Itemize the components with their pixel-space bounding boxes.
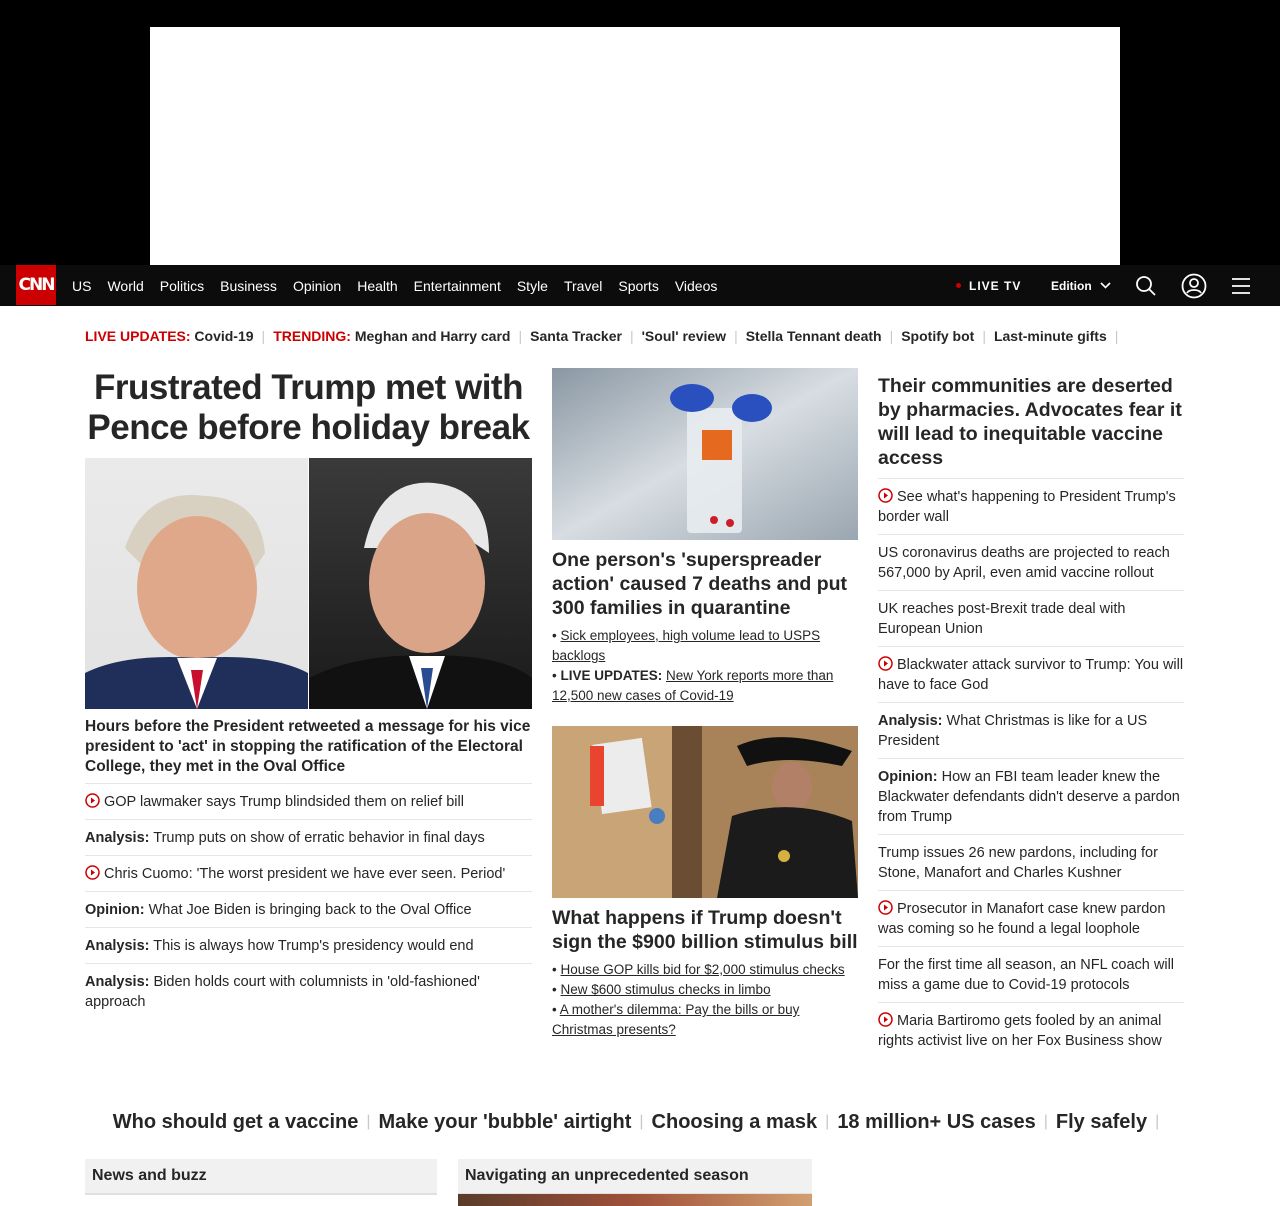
nav-us[interactable]: US [72,277,92,294]
nav-politics[interactable]: Politics [159,277,205,294]
list-item[interactable] [878,478,1184,534]
list-item[interactable] [878,702,1184,758]
nav-health[interactable]: Health [357,277,398,294]
list-item[interactable] [85,855,532,891]
list-item[interactable] [85,927,532,963]
right-headline[interactable]: Their communities are deserted by pharmacies. Advocates fear it will lead to inequitable vaccine access [878,375,1182,469]
topic-link[interactable]: Choosing a mask [651,1110,818,1133]
zone-header-news-buzz[interactable]: News and buzz [85,1159,437,1195]
list-item-text: Chris Cuomo: 'The worst president we have ever seen. Period' [104,866,506,882]
story-image-covid-test[interactable] [552,368,858,540]
list-item[interactable] [878,1002,1184,1058]
middle-column [552,368,858,1040]
list-item[interactable] [878,946,1184,1002]
list-item[interactable] [878,646,1184,702]
lead-caption[interactable]: Hours before the President retweeted a message for his vice president to 'act' in stopping the ratification of the Electoral College, they met in the Oval Office [85,718,531,775]
video-play-icon [85,865,100,880]
topic-link[interactable]: Make your 'bubble' airtight [378,1110,632,1133]
trending-item[interactable]: Spotify bot [901,328,975,344]
search-icon[interactable] [1134,274,1158,298]
nav-opinion[interactable]: Opinion [292,277,342,294]
list-item[interactable] [878,890,1184,946]
trending-label: TRENDING: [273,328,351,344]
lead-column [85,368,532,1019]
nav-travel[interactable]: Travel [563,277,603,294]
list-item[interactable] [85,819,532,855]
story-bullets [552,626,858,706]
list-item-text: Blackwater attack survivor to Trump: You will have to face God [878,657,1184,693]
story-headline[interactable]: What happens if Trump doesn't sign the $900 billion stimulus bill [552,907,858,953]
live-updates-label: LIVE UPDATES: [85,328,191,344]
live-tv-link[interactable] [956,265,1021,306]
list-item-prefix: Analysis: [85,974,150,990]
ad-slot[interactable] [150,27,1120,265]
story-bullet[interactable]: • Sick employees, high volume lead to USPS backlogs [552,628,821,663]
list-item-text: What Joe Biden is bringing back to the Oval Office [148,902,472,918]
topic-strip: Who should get a vaccine | Make your 'bubble' airtight | Choosing a mask | 18 million+ US cases | Fly safely | [112,1110,1160,1133]
list-item-prefix: Opinion: [85,902,145,918]
nav-entertainment[interactable]: Entertainment [413,277,501,294]
nav-business[interactable]: Business [220,277,277,294]
list-item-text: GOP lawmaker says Trump blindsided them on relief bill [104,794,464,810]
live-dot-icon [956,283,961,288]
live-tv-label: LIVE TV [969,278,1022,293]
trending-item[interactable]: Last-minute gifts [993,328,1107,344]
list-item-prefix: Opinion: [878,769,938,785]
right-column [878,368,1184,1058]
list-item[interactable] [85,963,532,1019]
cnn-logo[interactable]: CNN [16,265,56,305]
video-play-icon [878,656,893,671]
list-item-text: Maria Bartiromo gets fooled by an animal rights activist live on her Fox Business show [878,1013,1162,1049]
list-item-text: This is always how Trump's presidency would end [153,938,474,954]
list-item-text: Prosecutor in Manafort case knew pardon was coming so he found a legal loophole [878,901,1166,937]
zone-header-season[interactable]: Navigating an unprecedented season [458,1159,812,1195]
list-item-text: Trump puts on show of erratic behavior in final days [153,830,485,846]
video-play-icon [85,793,100,808]
list-item-prefix: Analysis: [85,938,150,954]
list-item[interactable] [878,590,1184,646]
list-item-text: US coronavirus deaths are projected to reach 567,000 by April, even amid vaccine rollout [878,545,1170,581]
topic-link[interactable]: Fly safely [1055,1110,1148,1133]
list-item-text: UK reaches post-Brexit trade deal with European Union [878,601,1126,637]
trending-item[interactable]: Santa Tracker [530,328,622,344]
list-item-text: How an FBI team leader knew the Blackwater defendants didn't deserve a pardon from Trump [878,769,1180,825]
nav-style[interactable]: Style [516,277,548,294]
story-bullet[interactable]: • House GOP kills bid for $2,000 stimulus checks [552,962,845,977]
story-bullet[interactable]: • New $600 stimulus checks in limbo [552,982,771,997]
list-item[interactable] [878,834,1184,890]
list-item-text: What Christmas is like for a US President [878,713,1148,749]
edition-dropdown[interactable] [1051,265,1111,306]
trending-bar: LIVE UPDATES: Covid-19 | TRENDING: Meghan and Harry card | Santa Tracker | 'Soul' review | Stella Tennant death | Spotify bot | Last-minute gifts | [85,328,1119,344]
story-bullets [552,960,858,1040]
menu-icon[interactable] [1231,274,1251,298]
list-item-text: Biden holds court with columnists in 'old-fashioned' approach [85,974,480,1010]
ad-band [0,0,1280,265]
list-item-prefix: Analysis: [878,713,943,729]
lead-image[interactable] [85,458,532,709]
story-bullet[interactable]: • LIVE UPDATES: New York reports more than 12,500 new cases of Covid-19 [552,668,834,703]
chevron-down-icon [1100,282,1111,289]
list-item[interactable] [85,891,532,927]
trending-item-covid[interactable]: Covid-19 [194,328,254,344]
video-play-icon [878,488,893,503]
nav-world[interactable]: World [107,277,144,294]
nav-sports[interactable]: Sports [618,277,659,294]
topic-link[interactable]: 18 million+ US cases [837,1110,1036,1133]
list-item-text: For the first time all season, an NFL coach will miss a game due to Covid-19 protocols [878,957,1175,993]
list-item[interactable] [878,758,1184,834]
video-play-icon [878,1012,893,1027]
story-image-stimulus[interactable] [552,726,858,898]
nav-links [64,265,725,306]
nav-videos[interactable]: Videos [674,277,718,294]
trump-photo [85,458,308,709]
list-item-prefix: Analysis: [85,830,150,846]
story-headline[interactable]: One person's 'superspreader action' caused 7 deaths and put 300 families in quarantine [552,549,848,619]
zone-image-season[interactable] [458,1194,812,1206]
story-bullet[interactable]: • A mother's dilemma: Pay the bills or buy Christmas presents? [552,1002,800,1037]
list-item[interactable] [85,783,532,819]
edition-label: Edition [1051,278,1092,293]
trending-item[interactable]: Meghan and Harry card [354,328,511,344]
lead-headline[interactable]: Frustrated Trump met with Pence before holiday break [87,368,530,447]
top-nav [0,265,1280,306]
trending-item[interactable]: 'Soul' review [641,328,727,344]
list-item-text: Trump issues 26 new pardons, including for Stone, Manafort and Charles Kushner [878,845,1158,881]
list-item[interactable] [878,534,1184,590]
pence-photo [309,458,532,709]
list-item-text: See what's happening to President Trump's border wall [878,489,1176,525]
topic-link[interactable]: Who should get a vaccine [112,1110,359,1133]
trending-item[interactable]: Stella Tennant death [745,328,882,344]
user-account-icon[interactable] [1181,273,1207,299]
video-play-icon [878,900,893,915]
